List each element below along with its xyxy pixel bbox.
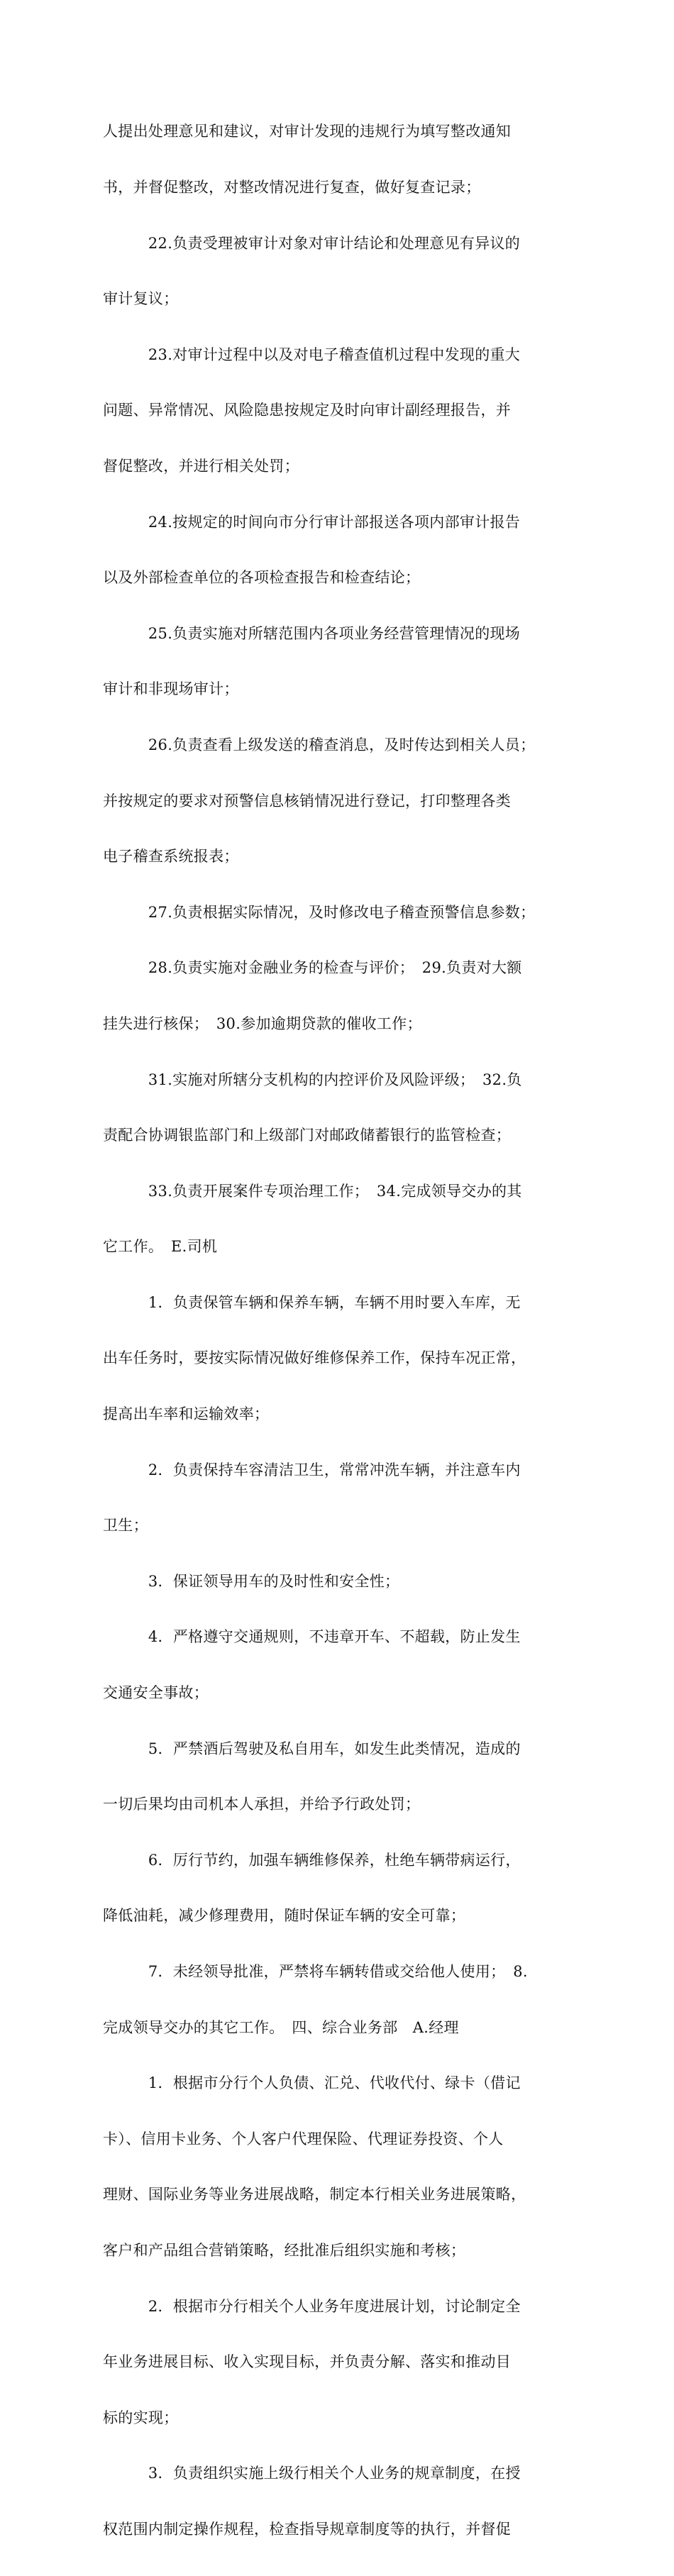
text-line-17: 挂失进行核保； 30.参加逾期贷款的催收工作； (103, 1015, 422, 1032)
text-line-20: 33.负责开展案件专项治理工作； 34.完成领导交办的其 (103, 1182, 522, 1200)
text-line-28: 4．严格遵守交通规则，不违章开车、不超载，防止发生 (103, 1628, 521, 1646)
text-line-37: 卡）、信用卡业务、个人客户代理保险、代理证券投资、个人 (103, 2130, 504, 2147)
text-line-24: 提高出车率和运输效率； (103, 1405, 270, 1423)
text-line-4: 审计复议； (103, 290, 179, 308)
text-line-36: 1．根据市分行个人负债、汇兑、代收代付、绿卡（借记 (103, 2074, 521, 2092)
text-line-3: 22.负责受理被审计对象对审计结论和处理意见有异议的 (103, 234, 521, 252)
text-line-43: 3．负责组织实施上级行相关个人业务的规章制度，在授 (103, 2465, 521, 2482)
document-body (103, 85, 600, 2576)
text-line-1: 人提出处理意见和建议，对审计发现的违规行为填写整改通知 (103, 123, 512, 140)
text-line-30: 5．严禁酒后驾驶及私自用车，如发生此类情况，造成的 (103, 1740, 521, 1757)
text-line-31: 一切后果均由司机本人承担，并给予行政处罚； (103, 1796, 421, 1813)
text-line-41: 年业务进展目标、收入实现目标，并负责分解、落实和推动目 (103, 2353, 512, 2371)
text-line-25: 2．负责保持车容清洁卫生，常常冲洗车辆，并注意车内 (103, 1461, 521, 1478)
text-line-22: 1．负责保管车辆和保养车辆，车辆不用时要入车库，无 (103, 1293, 521, 1311)
text-line-33: 降低油耗，减少修理费用，随时保证车辆的安全可靠； (103, 1907, 466, 1925)
text-line-26: 卫生； (103, 1517, 148, 1535)
text-line-44: 权范围内制定操作规程，检查指导规章制度等的执行，并督促 (103, 2520, 512, 2538)
text-line-5: 23.对审计过程中以及对电子稽查值机过程中发现的重大 (103, 346, 521, 363)
text-line-16: 28.负责实施对金融业务的检查与评价； 29.负责对大额 (103, 959, 522, 977)
text-line-35: 完成领导交办的其它工作。 四、综合业务部 A.经理 (103, 2018, 459, 2036)
text-line-39: 客户和产品组合营销策略，经批准后组织实施和考核； (103, 2241, 466, 2259)
text-line-19: 责配合协调银监部门和上级部门对邮政储蓄银行的监管检查； (103, 1127, 512, 1144)
text-line-23: 出车任务时，要按实际情况做好维修保养工作，保持车况正常， (103, 1349, 526, 1367)
text-line-27: 3．保证领导用车的及时性和安全性； (103, 1572, 400, 1590)
text-line-38: 理财、国际业务等业务进展战略，制定本行相关业务进展策略， (103, 2186, 526, 2204)
text-line-21: 它工作。 E.司机 (103, 1238, 218, 1256)
text-line-10: 25.负责实施对所辖范围内各项业务经营管理情况的现场 (103, 624, 521, 642)
text-line-8: 24.按规定的时间向市分行审计部报送各项内部审计报告 (103, 513, 521, 531)
text-line-18: 31.实施对所辖分支机构的内控评价及风险评级； 32.负 (103, 1071, 522, 1088)
text-line-6: 问题、异常情况、风险隐患按规定及时向审计副经理报告，并 (103, 402, 512, 419)
text-line-42: 标的实现； (103, 2409, 179, 2426)
text-line-11: 审计和非现场审计； (103, 680, 239, 698)
text-line-7: 督促整改，并进行相关处罚； (103, 457, 299, 475)
text-line-2: 书，并督促整改，对整改情况进行复查，做好复查记录； (103, 179, 481, 196)
text-line-14: 电子稽查系统报表； (103, 848, 239, 866)
text-line-13: 并按规定的要求对预警信息核销情况进行登记，打印整理各类 (103, 792, 512, 809)
text-line-15: 27.负责根据实际情况，及时修改电子稽查预警信息参数； (103, 903, 536, 921)
text-line-32: 6．厉行节约，加强车辆维修保养，杜绝车辆带病运行， (103, 1851, 521, 1869)
text-line-34: 7．未经领导批准，严禁将车辆转借或交给他人使用； 8. (103, 1963, 528, 1980)
text-line-9: 以及外部检查单位的各项检查报告和检查结论； (103, 569, 421, 587)
text-line-40: 2．根据市分行相关个人业务年度进展计划，讨论制定全 (103, 2297, 521, 2315)
text-line-29: 交通安全事故； (103, 1684, 209, 1702)
text-line-12: 26.负责查看上级发送的稽查消息，及时传达到相关人员； (103, 736, 536, 753)
